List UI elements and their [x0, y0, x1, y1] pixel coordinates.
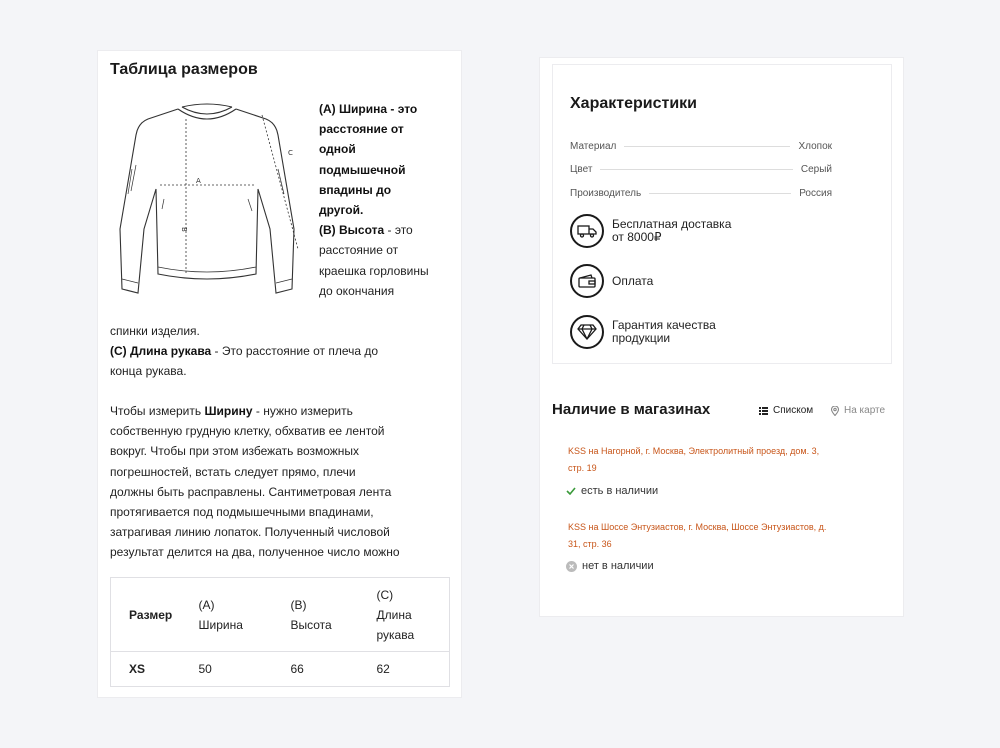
prop-divider: [600, 169, 792, 170]
measure-body: - нужно измерить собственную грудную клетку, обхватив ее лентой вокруг. Чтобы при этом избежать возможных погрешностей, встать следует прямо, плечи должны быть расправлены. Сантиметровая лента протягивается под подмышечными впадинами, затрагивая линию лопаток. Полученный числовой результат делится на два, полученное число можно: [110, 404, 400, 560]
prop-color: [570, 162, 832, 176]
prop-divider: [649, 193, 791, 194]
diamond-icon: [570, 315, 604, 349]
header-height: (B) Высота: [290, 597, 332, 632]
cell-size: XS: [129, 662, 146, 676]
store-availability-title: Наличие в магазинах: [552, 401, 711, 418]
width-title: (A) Ширина: [319, 102, 388, 116]
cell-width: 50: [198, 662, 212, 676]
feature-payment[interactable]: [570, 264, 732, 298]
prop-value: Серый: [800, 163, 832, 175]
product-info-panel: [539, 57, 904, 617]
check-icon: [566, 487, 576, 495]
view-map-label: На карте: [844, 405, 886, 416]
height-text-end: спинки изделия.: [110, 324, 200, 338]
list-icon: [759, 407, 768, 415]
size-table-header: [111, 578, 450, 652]
header-size: Размер: [129, 607, 173, 622]
prop-material: [570, 139, 832, 153]
measure-bold: Ширину: [204, 404, 253, 418]
height-text: - это расстояние от краешка горловины до окончания: [319, 223, 429, 298]
cell-height: 66: [290, 662, 304, 676]
characteristics-title: Характеристики: [570, 95, 698, 112]
size-table: [110, 577, 450, 687]
size-chart-panel: [97, 50, 462, 698]
how-to-measure-text: [110, 401, 400, 563]
store-address-link[interactable]: KSS на Шоссе Энтузиастов, г. Москва, Шоссе Энтузиастов, д. 31, стр. 36: [568, 522, 827, 549]
prop-value: Хлопок: [798, 140, 832, 152]
feature-delivery-text: Бесплатная доставка от 8000₽: [612, 217, 732, 244]
prop-manufacturer: [570, 186, 832, 200]
sweater-diagram: [112, 99, 302, 304]
height-marker-label: B: [180, 227, 188, 232]
prop-value: Россия: [799, 187, 832, 199]
characteristics-box: [552, 64, 892, 364]
map-pin-icon: [831, 406, 839, 416]
cell-sleeve: 62: [376, 662, 390, 676]
measurement-description: [319, 99, 429, 301]
feature-payment-text: Оплата: [612, 273, 654, 288]
store-address-link[interactable]: KSS на Нагорной, г. Москва, Электролитный проезд, дом. 3, стр. 19: [568, 446, 820, 473]
sleeve-marker-label: C: [288, 149, 293, 157]
feature-quality-text: Гарантия качества продукции: [612, 318, 716, 345]
wallet-icon: [570, 264, 604, 298]
width-text: - это расстояние от одной подмышечной впадины до другой.: [319, 102, 418, 218]
availability-text: нет в наличии: [582, 560, 654, 572]
availability-text: есть в наличии: [581, 485, 659, 497]
view-map-toggle[interactable]: [831, 405, 885, 416]
header-width: (A) Ширина: [198, 597, 243, 632]
prop-divider: [624, 146, 790, 147]
width-marker-label: A: [196, 177, 201, 185]
unavailable-icon: [566, 561, 577, 572]
header-sleeve: (C) Длина рукава: [376, 587, 415, 642]
measurement-description-continued: [110, 321, 410, 382]
prop-label: Цвет: [570, 163, 593, 175]
prop-label: Производитель: [570, 187, 642, 199]
feature-delivery[interactable]: [570, 214, 732, 248]
availability-status-out-of-stock: [566, 560, 654, 572]
feature-quality[interactable]: [570, 315, 732, 349]
availability-status-in-stock: [566, 485, 658, 497]
table-row: [111, 652, 450, 687]
size-chart-title: Таблица размеров: [110, 61, 258, 78]
view-list-toggle[interactable]: [759, 405, 813, 416]
height-title: (B) Высота: [319, 223, 385, 238]
sleeve-title: (C) Длина рукава: [110, 344, 212, 359]
measure-prefix: Чтобы измерить: [110, 404, 205, 418]
prop-label: Материал: [570, 140, 617, 152]
sleeve-text: - Это расстояние от плеча до конца рукава.: [110, 344, 379, 379]
delivery-truck-icon: [570, 214, 604, 248]
view-list-label: Списком: [773, 405, 814, 416]
